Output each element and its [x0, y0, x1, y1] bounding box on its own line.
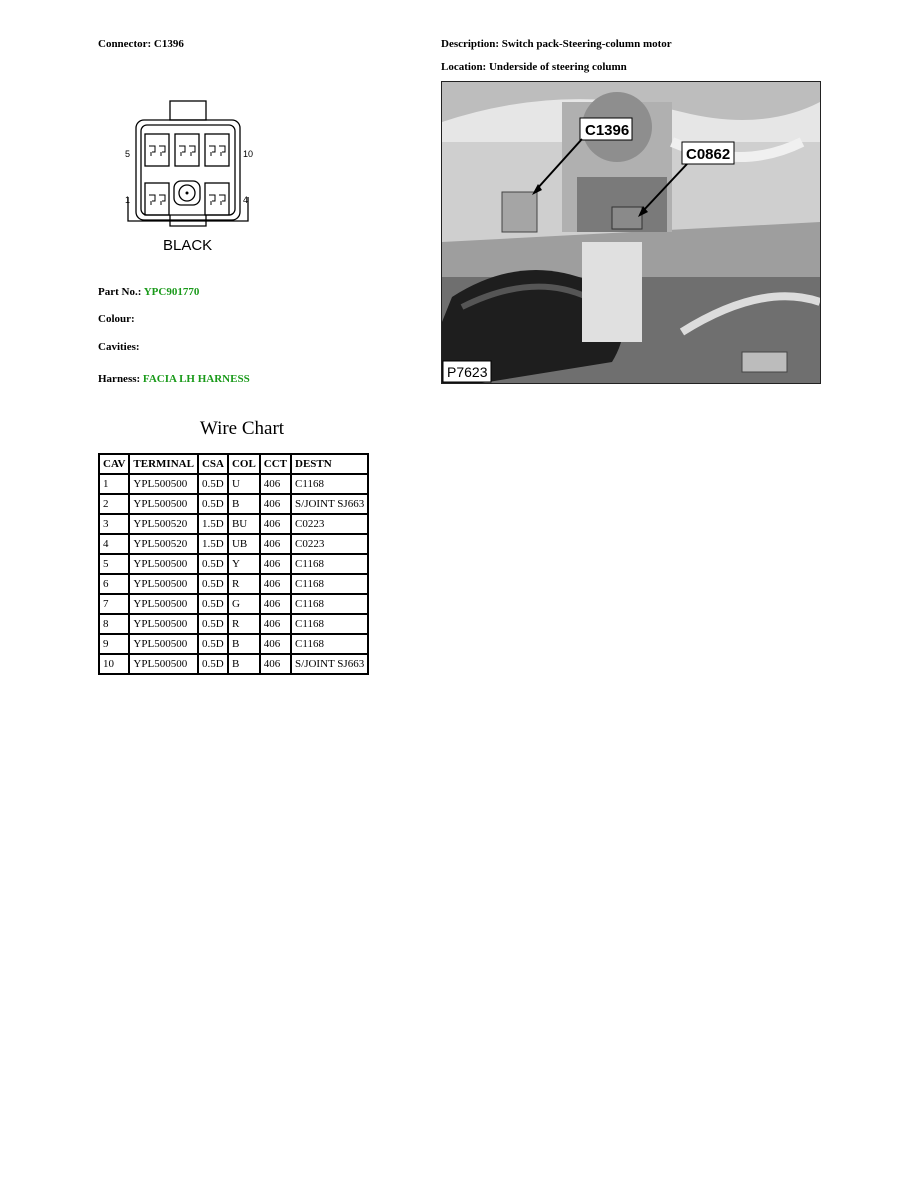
cell-cct: 406	[260, 494, 291, 514]
cell-destn: C1168	[291, 614, 368, 634]
cell-cav: 10	[99, 654, 129, 674]
pin-label-1: 1	[125, 195, 131, 205]
cell-destn: S/JOINT SJ663	[291, 654, 368, 674]
cell-cav: 2	[99, 494, 129, 514]
cell-terminal: YPL500500	[129, 554, 198, 574]
cell-csa: 0.5D	[198, 614, 228, 634]
wire-chart-body	[99, 474, 368, 674]
header-terminal: TERMINAL	[129, 454, 198, 474]
cavities-line	[98, 341, 140, 353]
cell-csa: 0.5D	[198, 474, 228, 494]
cell-col: UB	[228, 534, 260, 554]
connector-line	[98, 38, 184, 50]
connector-face-diagram	[120, 95, 260, 260]
cell-cct: 406	[260, 614, 291, 634]
wire-chart-title: Wire Chart	[199, 418, 285, 439]
cell-csa: 1.5D	[198, 514, 228, 534]
cell-cct: 406	[260, 554, 291, 574]
cell-cav: 5	[99, 554, 129, 574]
table-row	[99, 554, 368, 574]
steering-column-photo	[442, 82, 820, 383]
cell-destn: C1168	[291, 634, 368, 654]
cavities-label: Cavities:	[98, 341, 140, 353]
cell-terminal: YPL500520	[129, 514, 198, 534]
pin-label-4: 4	[243, 195, 249, 205]
harness-line	[98, 373, 250, 385]
figure-id: P7623	[447, 364, 488, 380]
cell-cav: 6	[99, 574, 129, 594]
cell-col: BU	[228, 514, 260, 534]
connector-label: Connector:	[98, 38, 152, 50]
cell-terminal: YPL500500	[129, 474, 198, 494]
cell-terminal: YPL500500	[129, 594, 198, 614]
cell-cav: 7	[99, 594, 129, 614]
header-csa: CSA	[198, 454, 228, 474]
table-row	[99, 614, 368, 634]
cell-col: R	[228, 574, 260, 594]
cell-destn: C1168	[291, 474, 368, 494]
pin-label-10: 10	[243, 149, 254, 159]
harness-label: Harness:	[98, 373, 141, 385]
cell-csa: 0.5D	[198, 574, 228, 594]
description-value: Switch pack-Steering-column motor	[501, 38, 672, 50]
cell-destn: C0223	[291, 514, 368, 534]
cell-csa: 0.5D	[198, 554, 228, 574]
cell-terminal: YPL500500	[129, 654, 198, 674]
cell-terminal: YPL500500	[129, 614, 198, 634]
cell-cav: 8	[99, 614, 129, 634]
part-no-value: YPC901770	[143, 286, 200, 298]
table-row	[99, 474, 368, 494]
cell-csa: 0.5D	[198, 654, 228, 674]
cell-cct: 406	[260, 534, 291, 554]
cell-destn: C0223	[291, 534, 368, 554]
cell-col: U	[228, 474, 260, 494]
callout-c1396: C1396	[585, 122, 630, 139]
header-destn: DESTN	[291, 454, 368, 474]
cell-csa: 0.5D	[198, 494, 228, 514]
table-row	[99, 654, 368, 674]
table-row	[99, 514, 368, 534]
table-row	[99, 594, 368, 614]
cell-col: B	[228, 634, 260, 654]
cell-cct: 406	[260, 574, 291, 594]
cell-destn: C1168	[291, 574, 368, 594]
colour-label: Colour:	[98, 313, 135, 325]
location-photo	[441, 81, 821, 384]
harness-value: FACIA LH HARNESS	[142, 373, 250, 385]
connector-colour-text: BLACK	[163, 237, 213, 254]
cell-cav: 3	[99, 514, 129, 534]
callout-c0862: C0862	[686, 146, 731, 163]
cell-terminal: YPL500500	[129, 634, 198, 654]
cell-col: B	[228, 494, 260, 514]
cell-csa: 0.5D	[198, 634, 228, 654]
cell-col: R	[228, 614, 260, 634]
table-row	[99, 634, 368, 654]
cell-cct: 406	[260, 594, 291, 614]
cell-destn: C1168	[291, 554, 368, 574]
cell-cav: 1	[99, 474, 129, 494]
cell-cct: 406	[260, 474, 291, 494]
cell-cct: 406	[260, 634, 291, 654]
cell-cav: 9	[99, 634, 129, 654]
header-col: COL	[228, 454, 260, 474]
cell-destn: C1168	[291, 594, 368, 614]
wire-chart-header-row	[99, 454, 368, 474]
wire-chart-table	[98, 453, 369, 675]
cell-terminal: YPL500520	[129, 534, 198, 554]
cell-csa: 0.5D	[198, 594, 228, 614]
colour-line	[98, 313, 135, 325]
cell-terminal: YPL500500	[129, 494, 198, 514]
table-row	[99, 534, 368, 554]
part-no-label: Part No.:	[98, 286, 142, 298]
cell-destn: S/JOINT SJ663	[291, 494, 368, 514]
header-cct: CCT	[260, 454, 291, 474]
cell-col: Y	[228, 554, 260, 574]
description-line	[441, 38, 672, 50]
header-cav: CAV	[99, 454, 129, 474]
table-row	[99, 494, 368, 514]
cell-csa: 1.5D	[198, 534, 228, 554]
location-value: Underside of steering column	[488, 61, 627, 73]
cell-col: G	[228, 594, 260, 614]
cell-col: B	[228, 654, 260, 674]
pin-label-5: 5	[125, 149, 131, 159]
cell-cct: 406	[260, 514, 291, 534]
location-line	[441, 61, 627, 73]
cell-cct: 406	[260, 654, 291, 674]
cell-cav: 4	[99, 534, 129, 554]
location-label: Location:	[441, 61, 487, 73]
description-label: Description:	[441, 38, 500, 50]
cell-terminal: YPL500500	[129, 574, 198, 594]
table-row	[99, 574, 368, 594]
part-no-line	[98, 286, 199, 298]
connector-value: C1396	[153, 38, 184, 50]
